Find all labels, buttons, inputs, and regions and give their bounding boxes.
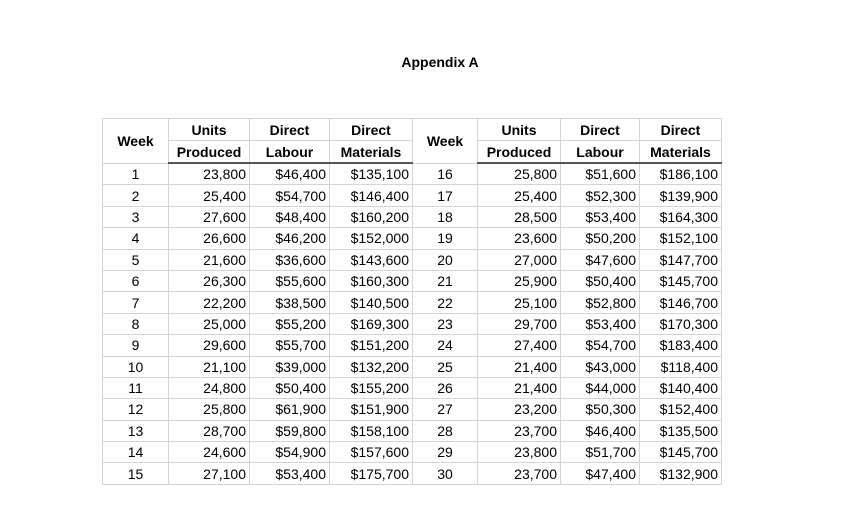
cell-direct-materials: $147,700 <box>640 249 722 270</box>
cell-direct-labour: $47,400 <box>561 463 640 484</box>
table-row <box>103 313 722 334</box>
cell-week: 19 <box>413 228 478 249</box>
table-row <box>103 335 722 356</box>
cell-direct-materials: $143,600 <box>330 249 413 270</box>
table-row <box>103 249 722 270</box>
header-labour-sub: Labour <box>250 141 330 164</box>
cell-direct-labour: $52,300 <box>561 185 640 206</box>
cell-week: 1 <box>103 163 169 185</box>
table-row <box>103 163 722 185</box>
table-row <box>103 399 722 420</box>
cell-units-produced: 21,400 <box>478 377 561 398</box>
cell-direct-labour: $46,200 <box>250 228 330 249</box>
cell-direct-materials: $152,400 <box>640 399 722 420</box>
cell-direct-materials: $151,200 <box>330 335 413 356</box>
cell-units-produced: 21,100 <box>169 356 250 377</box>
cell-week: 10 <box>103 356 169 377</box>
cell-units-produced: 21,600 <box>169 249 250 270</box>
cell-direct-materials: $140,500 <box>330 292 413 313</box>
cell-week: 16 <box>413 163 478 185</box>
cell-direct-materials: $160,300 <box>330 270 413 291</box>
cell-direct-labour: $44,000 <box>561 377 640 398</box>
cell-units-produced: 25,100 <box>478 292 561 313</box>
cell-direct-labour: $54,700 <box>250 185 330 206</box>
table-row <box>103 292 722 313</box>
cell-units-produced: 28,500 <box>478 206 561 227</box>
cell-direct-materials: $164,300 <box>640 206 722 227</box>
cell-week: 17 <box>413 185 478 206</box>
cell-direct-materials: $146,400 <box>330 185 413 206</box>
header-units-sub: Produced <box>478 141 561 164</box>
cell-units-produced: 26,600 <box>169 228 250 249</box>
cell-week: 4 <box>103 228 169 249</box>
table-row <box>103 420 722 441</box>
cell-week: 29 <box>413 442 478 463</box>
cell-direct-materials: $152,000 <box>330 228 413 249</box>
cell-units-produced: 23,600 <box>478 228 561 249</box>
header-units: Units <box>478 119 561 141</box>
header-labour: Direct <box>561 119 640 141</box>
cell-week: 9 <box>103 335 169 356</box>
cell-units-produced: 27,100 <box>169 463 250 484</box>
cell-direct-labour: $50,200 <box>561 228 640 249</box>
header-week: Week <box>413 119 478 164</box>
cell-direct-materials: $118,400 <box>640 356 722 377</box>
header-units: Units <box>169 119 250 141</box>
cell-units-produced: 25,900 <box>478 270 561 291</box>
cell-units-produced: 21,400 <box>478 356 561 377</box>
cell-units-produced: 23,700 <box>478 420 561 441</box>
cell-direct-labour: $50,400 <box>250 377 330 398</box>
cell-direct-materials: $146,700 <box>640 292 722 313</box>
cell-direct-materials: $135,500 <box>640 420 722 441</box>
cell-week: 22 <box>413 292 478 313</box>
cell-direct-materials: $160,200 <box>330 206 413 227</box>
cell-direct-labour: $53,400 <box>561 313 640 334</box>
header-materials-sub: Materials <box>330 141 413 164</box>
table-row <box>103 463 722 484</box>
cell-direct-materials: $152,100 <box>640 228 722 249</box>
cell-direct-labour: $51,700 <box>561 442 640 463</box>
cell-direct-materials: $169,300 <box>330 313 413 334</box>
cell-direct-labour: $46,400 <box>250 163 330 185</box>
cell-direct-materials: $135,100 <box>330 163 413 185</box>
cell-direct-labour: $48,400 <box>250 206 330 227</box>
cell-direct-labour: $55,600 <box>250 270 330 291</box>
cell-units-produced: 25,800 <box>478 163 561 185</box>
cell-week: 7 <box>103 292 169 313</box>
cell-week: 5 <box>103 249 169 270</box>
cell-units-produced: 23,200 <box>478 399 561 420</box>
header-labour-sub: Labour <box>561 141 640 164</box>
cell-direct-labour: $46,400 <box>561 420 640 441</box>
cell-week: 13 <box>103 420 169 441</box>
header-materials-sub: Materials <box>640 141 722 164</box>
header-week: Week <box>103 119 169 164</box>
cell-direct-labour: $38,500 <box>250 292 330 313</box>
cell-units-produced: 25,400 <box>478 185 561 206</box>
cell-direct-labour: $47,600 <box>561 249 640 270</box>
cell-week: 15 <box>103 463 169 484</box>
cell-units-produced: 25,400 <box>169 185 250 206</box>
cell-direct-labour: $53,400 <box>250 463 330 484</box>
cell-direct-materials: $170,300 <box>640 313 722 334</box>
header-units-sub: Produced <box>169 141 250 164</box>
table-row <box>103 270 722 291</box>
cell-direct-labour: $53,400 <box>561 206 640 227</box>
table-row <box>103 442 722 463</box>
cell-direct-materials: $145,700 <box>640 442 722 463</box>
cell-direct-materials: $140,400 <box>640 377 722 398</box>
cell-direct-labour: $61,900 <box>250 399 330 420</box>
cell-week: 14 <box>103 442 169 463</box>
table-row <box>103 185 722 206</box>
cell-direct-labour: $50,300 <box>561 399 640 420</box>
cell-units-produced: 28,700 <box>169 420 250 441</box>
cell-units-produced: 24,600 <box>169 442 250 463</box>
cell-week: 12 <box>103 399 169 420</box>
cell-units-produced: 23,800 <box>169 163 250 185</box>
header-materials: Direct <box>330 119 413 141</box>
cell-week: 8 <box>103 313 169 334</box>
cell-direct-materials: $155,200 <box>330 377 413 398</box>
cell-week: 2 <box>103 185 169 206</box>
cell-units-produced: 29,600 <box>169 335 250 356</box>
cell-week: 25 <box>413 356 478 377</box>
cell-direct-materials: $157,600 <box>330 442 413 463</box>
cell-direct-labour: $50,400 <box>561 270 640 291</box>
header-labour: Direct <box>250 119 330 141</box>
cell-units-produced: 24,800 <box>169 377 250 398</box>
document-title: Appendix A <box>401 54 479 70</box>
table-row <box>103 206 722 227</box>
header-materials: Direct <box>640 119 722 141</box>
cell-units-produced: 23,700 <box>478 463 561 484</box>
table-row <box>103 228 722 249</box>
cell-week: 24 <box>413 335 478 356</box>
cell-direct-labour: $54,700 <box>561 335 640 356</box>
cell-direct-labour: $51,600 <box>561 163 640 185</box>
cell-direct-labour: $36,600 <box>250 249 330 270</box>
cell-direct-labour: $43,000 <box>561 356 640 377</box>
cell-direct-materials: $139,900 <box>640 185 722 206</box>
cell-week: 3 <box>103 206 169 227</box>
cell-week: 27 <box>413 399 478 420</box>
cell-units-produced: 27,400 <box>478 335 561 356</box>
cell-direct-materials: $183,400 <box>640 335 722 356</box>
cell-direct-materials: $145,700 <box>640 270 722 291</box>
cell-direct-labour: $55,700 <box>250 335 330 356</box>
cell-week: 21 <box>413 270 478 291</box>
cell-direct-labour: $59,800 <box>250 420 330 441</box>
cell-direct-labour: $55,200 <box>250 313 330 334</box>
cell-week: 11 <box>103 377 169 398</box>
cell-week: 26 <box>413 377 478 398</box>
table-row <box>103 377 722 398</box>
weekly-cost-table <box>102 118 722 485</box>
cell-units-produced: 23,800 <box>478 442 561 463</box>
cell-units-produced: 29,700 <box>478 313 561 334</box>
cell-units-produced: 25,800 <box>169 399 250 420</box>
cell-units-produced: 26,300 <box>169 270 250 291</box>
cell-week: 23 <box>413 313 478 334</box>
cell-week: 20 <box>413 249 478 270</box>
cell-direct-materials: $151,900 <box>330 399 413 420</box>
cell-direct-labour: $52,800 <box>561 292 640 313</box>
cell-direct-materials: $175,700 <box>330 463 413 484</box>
cell-units-produced: 27,600 <box>169 206 250 227</box>
cell-units-produced: 22,200 <box>169 292 250 313</box>
cell-direct-materials: $158,100 <box>330 420 413 441</box>
cell-direct-labour: $39,000 <box>250 356 330 377</box>
cell-week: 28 <box>413 420 478 441</box>
cell-units-produced: 25,000 <box>169 313 250 334</box>
cell-direct-materials: $186,100 <box>640 163 722 185</box>
cell-week: 30 <box>413 463 478 484</box>
cell-direct-labour: $54,900 <box>250 442 330 463</box>
cell-week: 18 <box>413 206 478 227</box>
cell-week: 6 <box>103 270 169 291</box>
cell-direct-materials: $132,200 <box>330 356 413 377</box>
table-row <box>103 356 722 377</box>
cell-units-produced: 27,000 <box>478 249 561 270</box>
cell-direct-materials: $132,900 <box>640 463 722 484</box>
